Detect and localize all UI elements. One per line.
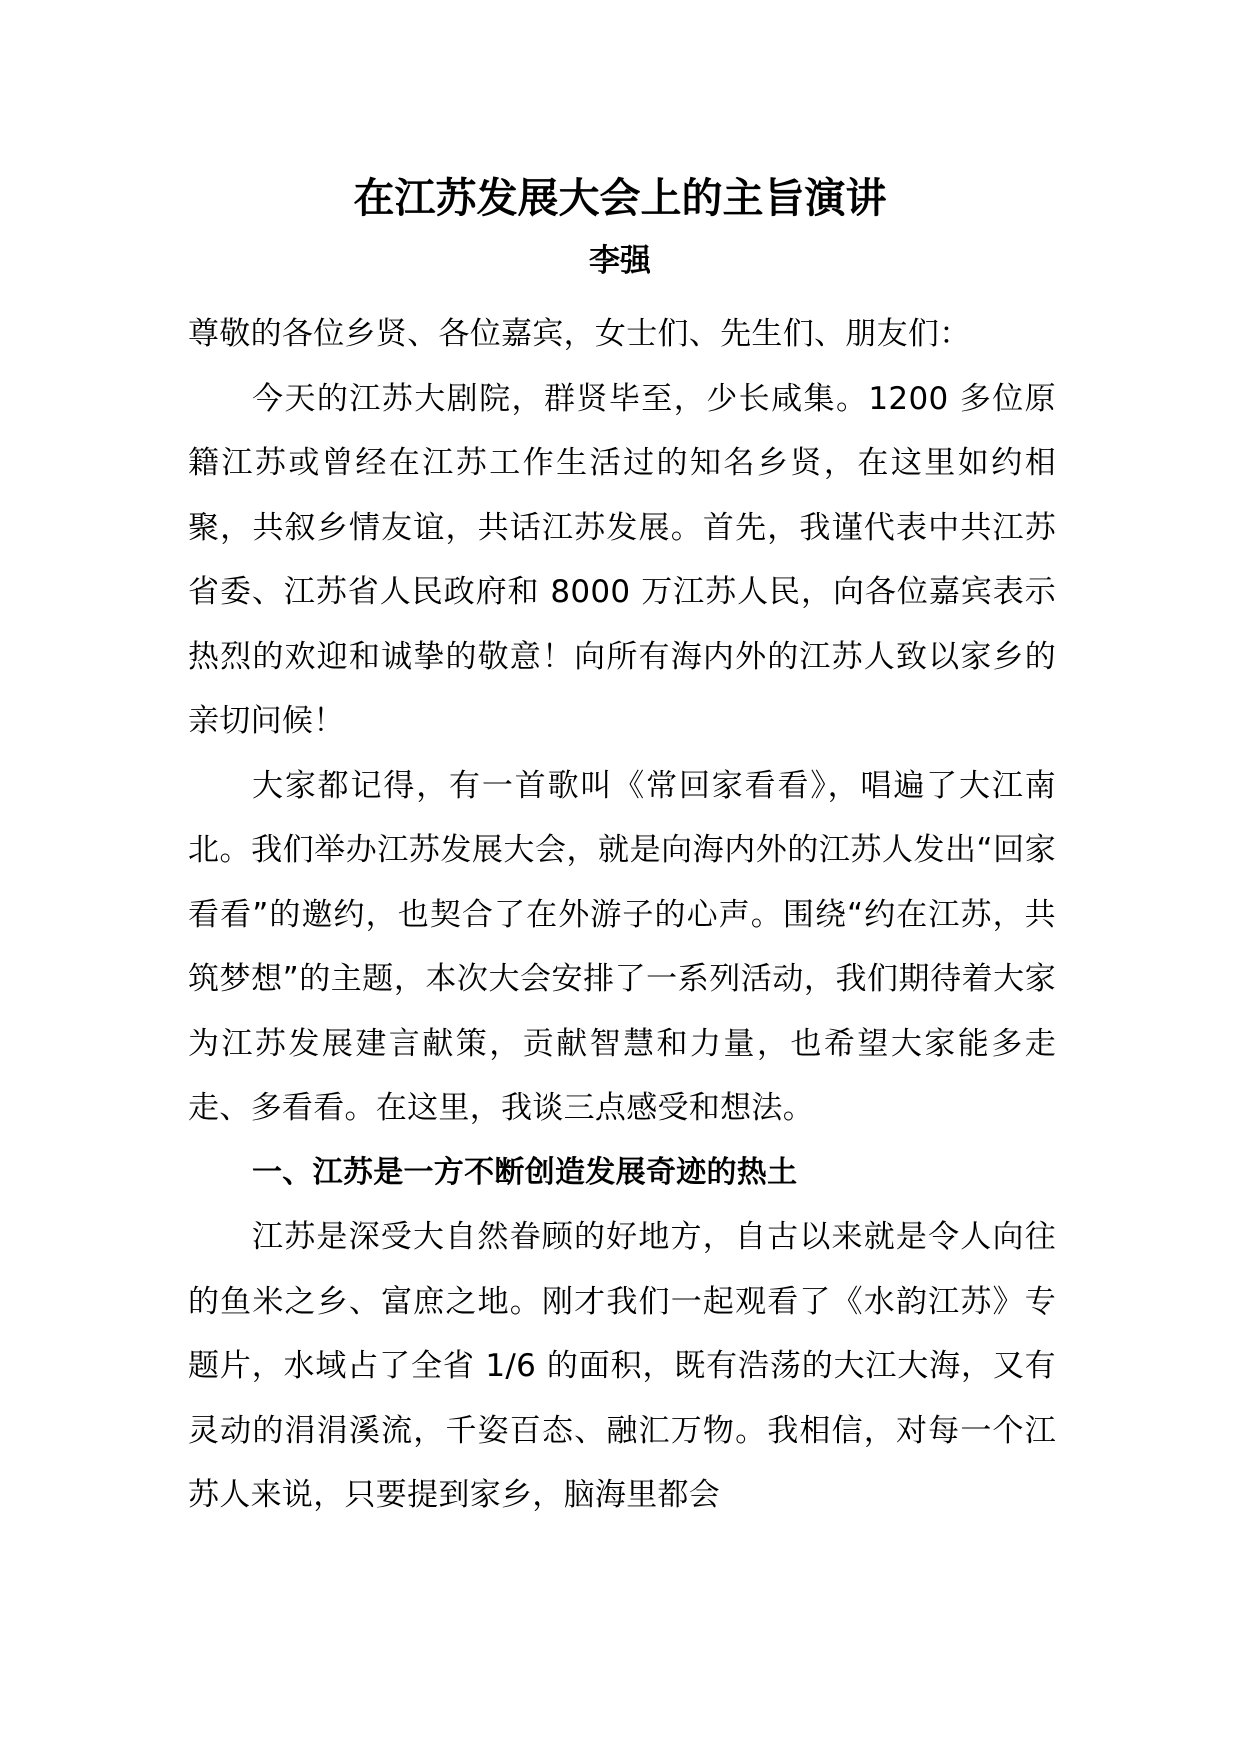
body-paragraph: 江苏是深受大自然眷顾的好地方，自古以来就是令人向往的鱼米之乡、富庶之地。刚才我们一起观看了《水韵江苏》专题片，水域占了全省 1/6 的面积，既有浩荡的大江大海，又有灵动的涓涓溪流，千姿百态、融汇万物。我相信，对每一个江苏人来说，只要提到家乡，脑海里都会 (188, 1219, 1056, 1513)
document-title: 在江苏发展大会上的主旨演讲 (353, 174, 887, 222)
body-paragraph: 今天的江苏大剧院，群贤毕至，少长咸集。1200 多位原籍江苏或曾经在江苏工作生活过的知名乡贤，在这里如约相聚，共叙乡情友谊，共话江苏发展。首先，我谨代表中共江苏省委、江苏省人民政府和 8000 万江苏人民，向各位嘉宾表示热烈的欢迎和诚挚的敬意！向所有海内外的江苏人致以家乡的亲切问候！ (188, 380, 1056, 739)
greeting-line: 尊敬的各位乡贤、各位嘉宾，女士们、先生们、朋友们： (188, 316, 971, 352)
document-body (188, 302, 1056, 1528)
section-heading: 一、江苏是一方不断创造发展奇迹的热土 (252, 1154, 798, 1190)
document-author: 李强 (589, 243, 651, 279)
body-paragraph: 大家都记得，有一首歌叫《常回家看看》，唱遍了大江南北。我们举办江苏发展大会，就是向海内外的江苏人发出“回家看看”的邀约，也契合了在外游子的心声。围绕“约在江苏，共筑梦想”的主题，本次大会安排了一系列活动，我们期待着大家为江苏发展建言献策，贡献智慧和力量，也希望大家能多走走、多看看。在这里，我谈三点感受和想法。 (188, 767, 1056, 1126)
